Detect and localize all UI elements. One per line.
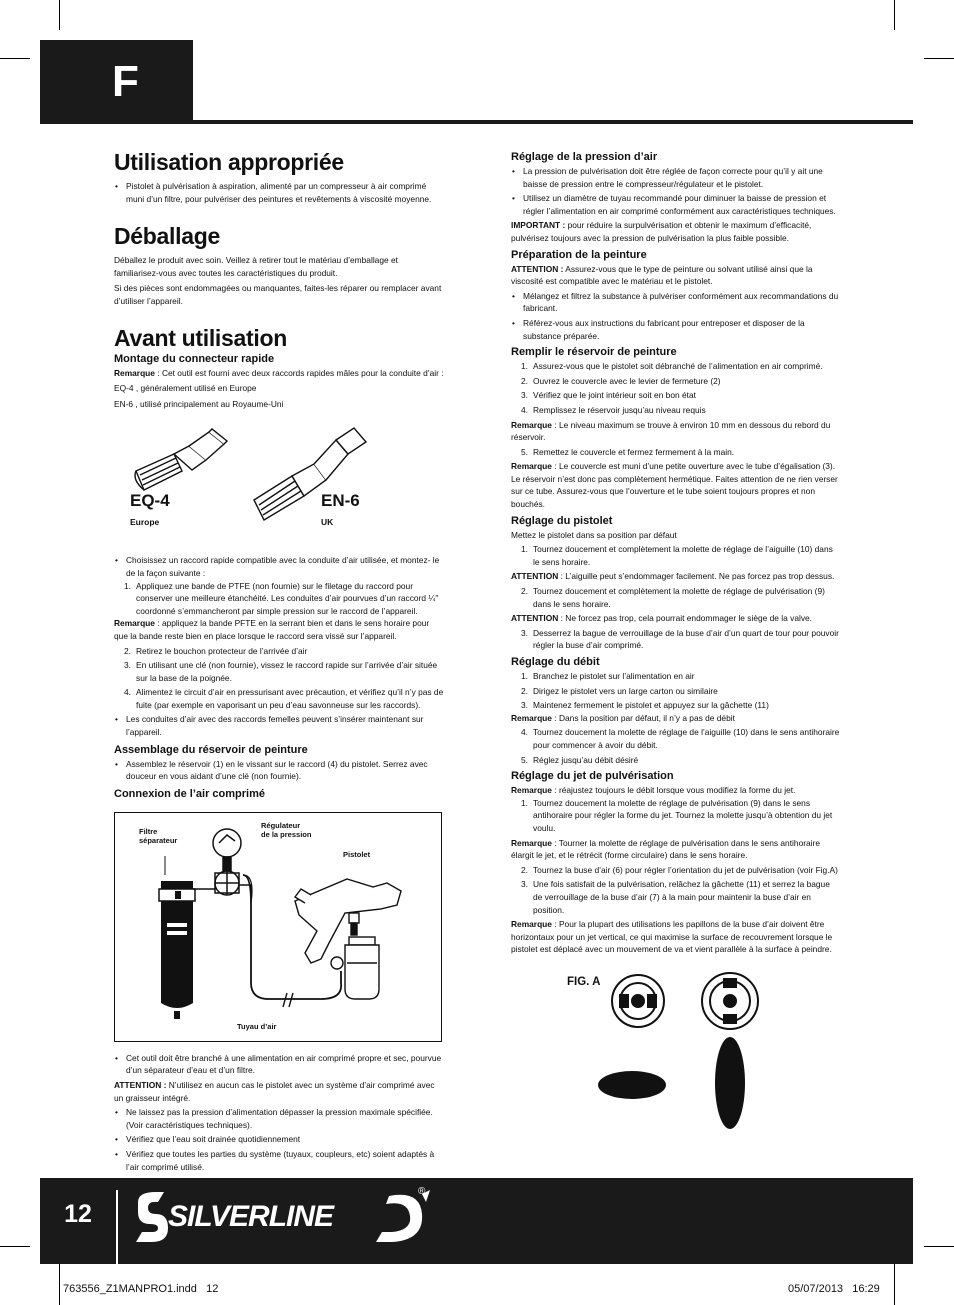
list-item: 1. Branchez le pistolet sur l’alimentation en air [521,671,695,681]
list-item: • Référez-vous aux instructions du fabricant pour entreposer et disposer de la substance préparée. [511,317,841,342]
label-regulateur: Régulateur de la pression [261,820,312,839]
list-item: 2. Ouvrez le couvercle avec le levier de fermeture (2) [521,375,721,386]
list-item: 3. En utilisant une clé (non fournie), vissez le raccord rapide sur l’arrivée d’air située sur la base de la poignée. [124,660,438,683]
note: Remarque : Dans la position par défaut, il n’y a pas de débit [511,712,735,723]
crop-mark [0,58,30,59]
crop-mark [894,0,895,30]
list-item: 1. Appliquez une bande de PTFE (non fournie) sur le filetage du raccord pour conserver une meilleure étanchéité. Les conduites d’air pourvues d’un raccord ¼" coordonné s’emmancheront par simple pression sur le raccord de l’appareil. [124,580,439,616]
subheading-debit: Réglage du débit [511,656,600,668]
header-rule [40,120,913,124]
list-item: 2. Tournez doucement et complètement la molette de réglage de pulvérisation (9) dans le sens horaire. [521,586,825,609]
note: Remarque : réajustez toujours le débit lorsque vous modifiez la forme du jet. [511,785,796,796]
paragraph: Déballez le produit avec soin. Veillez à retirer tout le matériau d’emballage et familiarisez-vous avec toutes les caractéristiques du produit. [114,255,398,278]
section-tab [40,40,193,123]
note: Remarque : Cet outil est fourni avec deux raccords rapides mâles pour la conduite d’air : [114,367,444,378]
heading-deballage: Déballage [114,223,220,250]
list-item: • Pistolet à pulvérisation à aspiration, alimenté par un compresseur à air comprimé muni d’un filtre, pour pulvériser des peintures et revêtements à viscosité moyenne. [114,180,444,205]
eq4-label: EQ-4 [130,491,170,511]
air-system-illustration [115,813,441,1041]
subheading-montage: Montage du connecteur rapide [114,352,275,365]
subheading-assemblage: Assemblage du réservoir de peinture [114,743,308,756]
subheading-pistolet: Réglage du pistolet [511,514,613,527]
subheading-connexion: Connexion de l’air comprimé [114,787,265,800]
note: Remarque : appliquez la bande PFTE en la serrant bien et dans le sens horaire pour que la bande reste bien en place lorsque le raccord sera vissé sur l’appareil. [114,618,430,641]
air-system-diagram [114,812,442,1042]
paragraph: EQ-4 , généralement utilisé en Europe [114,383,257,394]
list-item: 2. Dirigez le pistolet vers un large carton ou similaire [521,685,718,696]
brand-registered-mark: ® [418,1186,426,1197]
en6-label: EN-6 [321,491,360,511]
spray-gun-icon [295,879,401,999]
list-item: 1. Assurez-vous que le pistolet soit débranché de l’alimentation en air comprimé. [521,361,823,372]
list-item: 4. Alimentez le circuit d’air en pressurisant avec précaution, et vérifiez qu’il n’y pas de fuite (par exemple en vaporisant un peu d’eau savonneuse sur les raccords). [124,687,444,710]
attention-note: ATTENTION : Assurez-vous que le type de peinture ou solvant utilisé ainsi que la viscosité est compatible avec le matériau et le pistolet. [511,263,813,287]
section-letter: F [112,57,139,106]
footer-separator [116,1190,118,1264]
subheading-remplir: Remplir le réservoir de peinture [511,346,677,359]
fig-a-illustration [590,965,790,1135]
list-item: • Assemblez le réservoir (1) en le vissant sur le raccord (4) du pistolet. Serrez avec douceur en vous aidant d’une clé (non fournie). [114,758,444,783]
list-item: 5. Remettez le couvercle et fermez fermement à la main. [521,446,735,457]
paragraph: Si des pièces sont endommagées ou manquantes, faites-les réparer ou remplacer avant d’utiliser l’appareil. [114,283,442,306]
list-item: 3. Vérifiez que le joint intérieur soit en bon état [521,390,696,401]
brand-logo [134,1188,434,1253]
list-item: • Mélangez et filtrez la substance à pulvériser conformément aux recommandations du fabricant. [511,290,841,315]
eq4-sublabel: Europe [130,517,160,528]
list-item: 3. Une fois satisfait de la pulvérisation, relâchez la gâchette (11) et serrez la bague de verrouillage de la buse d’air (7) à la main pour maintenir la buse d’air en position. [521,879,830,915]
paragraph: Mettez le pistolet dans sa position par défaut [511,529,677,540]
attention-note: ATTENTION : Ne forcez pas trop, cela pourrait endommager le siège de la valve. [511,613,813,624]
air-cap-vertical-icon [702,973,758,1029]
list-item: • Cet outil doit être branché à une alimentation en air comprimé propre et sec, pourvue d’un séparateur d’eau et d’un filtre. [114,1052,444,1077]
list-item: 3. Maintenez fermement le pistolet et appuyez sur la gâchette (11) [521,700,769,711]
air-cap-horizontal-icon [612,975,664,1027]
note: Remarque : Le niveau maximum se trouve à environ 10 mm en dessous du rebord du réservoir. [511,419,831,443]
list-item: 1. Tournez doucement la molette de réglage de pulvérisation (9) dans le sens antihoraire pour régler la forme du jet. Tournez la molette jusqu’à obtention du jet voulu. [521,797,833,833]
important-note: IMPORTANT : pour réduire la surpulvérisation et obtenir le maximum d’efficacité, pulvérisez toujours avec la pression de pulvérisation la plus faible possible. [511,220,812,243]
note: Remarque : Tourner la molette de réglage de pulvérisation dans le sens antihoraire élargit le jet, et le rétrécit (forme circulaire) dans le sens horaire. [511,837,820,861]
heading-utilisation: Utilisation appropriée [114,149,344,175]
file-slug: 763556_Z1MANPRO1.indd 12 [63,1283,219,1295]
crop-mark [0,1246,30,1247]
list-item: • Vérifiez que l’eau soit drainée quotidiennement [114,1133,444,1146]
list-item: • Les conduites d’air avec des raccords femelles peuvent s’insérer maintenant sur l’appareil. [114,713,444,738]
list-item: 5. Réglez jusqu’au débit désiré [521,754,639,765]
list-item: • Utilisez un diamètre de tuyau recommandé pour diminuer la baisse de pression et régler l’alimentation en air comprimé conformément aux caractéristiques techniques. [511,192,841,217]
crop-mark [59,0,60,30]
page-number: 12 [64,1200,92,1228]
crop-mark [924,58,954,59]
list-item: 2. Retirez le bouchon protecteur de l’arrivée d’air [124,645,308,656]
list-item: 3. Desserrez la bague de verrouillage de la buse d’air d’un quart de tour pour pouvoir régler la buse d’air comprimé. [521,627,839,651]
list-item: • La pression de pulvérisation doit être réglée de façon correcte pour qu’il y ait une baisse de pression entre le compresseur/régulateur et le pistolet. [511,165,841,190]
subheading-jet: Réglage du jet de pulvérisation [511,770,674,783]
heading-avant: Avant utilisation [114,324,287,351]
date-slug: 05/07/2013 16:29 [788,1283,880,1295]
label-tuyau: Tuyau d’air [237,1021,277,1031]
pressure-regulator-icon [193,829,251,895]
eq4-connector-icon [135,429,227,490]
note-label: Remarque [114,367,155,378]
crop-mark [924,1246,954,1247]
spray-pattern-vertical [715,1037,745,1129]
right-column [511,150,841,956]
list-item: • Choisissez un raccord rapide compatible avec la conduite d’air utilisée, et montez- le de la façon suivante : [114,554,444,579]
paragraph: EN-6 , utilisé principalement au Royaume-Uni [114,398,284,409]
note: Remarque : Le couvercle est muni d’une petite ouverture avec le tube d’égalisation (3). Le réservoir n’est donc pas complètement hermétique. Faites attention de ne rien verser sur ce tube. Assurez-vous que l’ouverture et le tube soient toujours propres et non bouchés. [511,461,838,510]
list-item: 2. Tournez la buse d’air (6) pour régler l’orientation du jet de pulvérisation (voir Fig.A) [521,864,838,875]
note: Remarque : Pour la plupart des utilisations les papillons de la buse d’air doivent être horizontaux pour un jet vertical, ce qui maximise la surface de recouvrement lorsque le pistolet est déplacé avec un mouvement de va et vient parallèle à la surface à peindre. [511,919,833,955]
en6-sublabel: UK [321,517,334,528]
left-column [114,148,444,1173]
label-pistolet: Pistolet [343,849,371,859]
list-item: 4. Tournez doucement la molette de réglage de l’aiguille (10) dans le sens antihoraire pour commencer à avoir du débit. [521,727,840,750]
list-item: 1. Tournez doucement et complètement la molette de réglage de l’aiguille (10) dans le sens horaire. [521,544,833,567]
connector-illustration [114,416,444,554]
label-filtre: Filtre séparateur [139,826,178,845]
connector-figure [114,416,444,554]
attention-note: ATTENTION : N’utilisez en aucun cas le pistolet avec un système d’air comprimé avec un graisseur intégré. [114,1080,435,1103]
subheading-preparation: Préparation de la peinture [511,248,647,261]
list-item: • Ne laissez pas la pression d’alimentation dépasser la pression maximale spécifiée. (Voir caractéristiques techniques). [114,1106,444,1131]
spray-pattern-horizontal [598,1071,666,1099]
filter-separator-icon [159,881,195,1019]
subheading-pression: Réglage de la pression d’air [511,151,658,163]
brand-name: SILVERLINE [168,1200,334,1233]
fig-a-label: FIG. A [567,976,601,988]
attention-note: ATTENTION : L’aiguille peut s’endommager facilement. Ne pas forcez pas trop dessus. [511,571,835,582]
list-item: 4. Remplissez le réservoir jusqu’au niveau requis [521,404,706,415]
list-item: • Vérifiez que toutes les parties du système (tuyaux, coupleurs, etc) soient adaptés à l’air comprimé utilisé. [114,1148,444,1173]
